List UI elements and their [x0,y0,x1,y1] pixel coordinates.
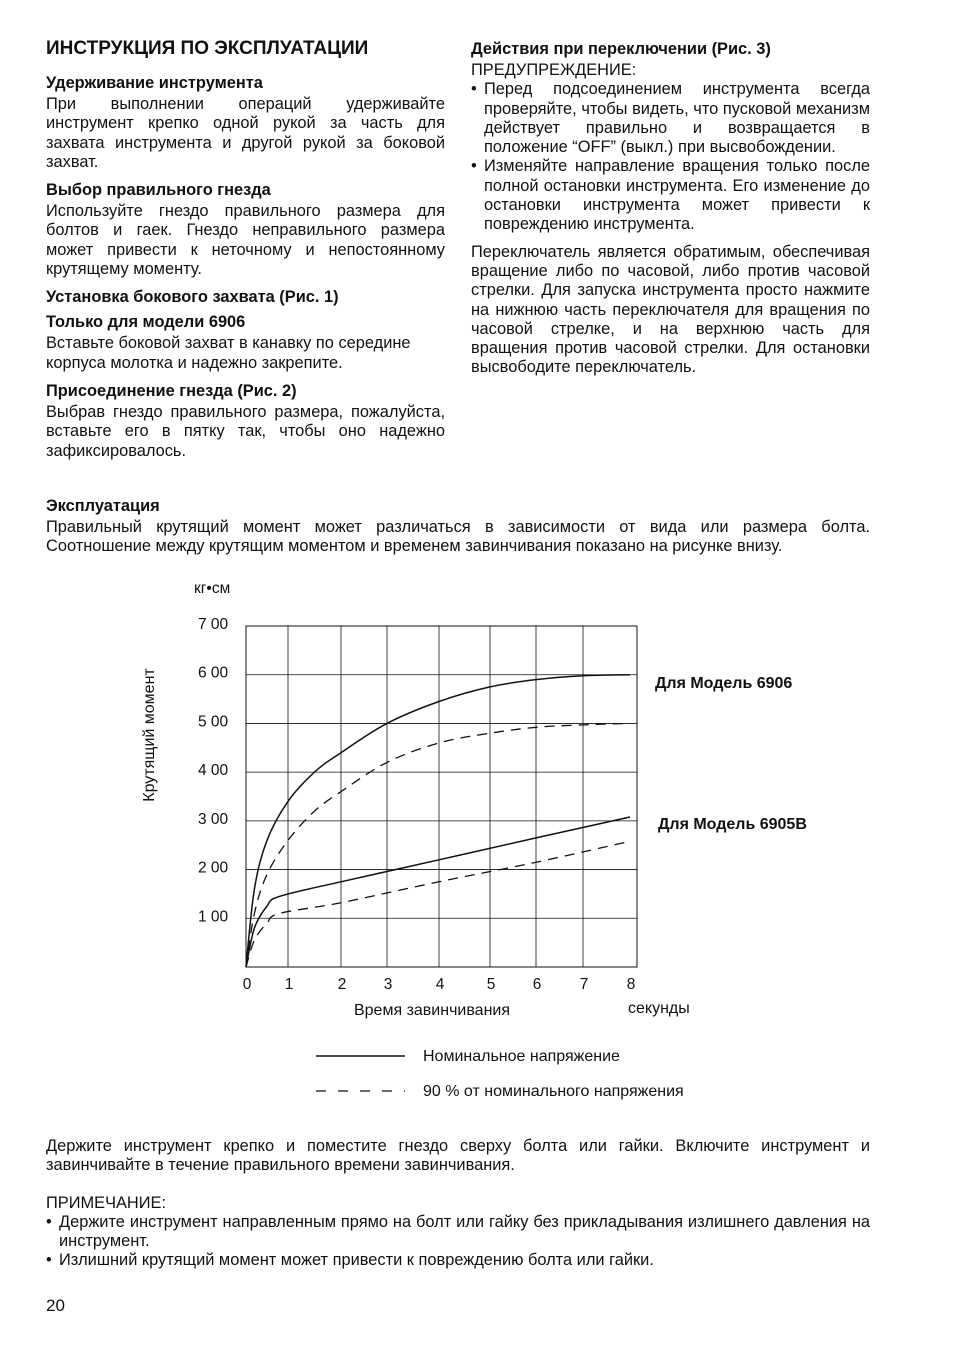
list-item: • Держите инструмент направленным прямо на болт или гайку без прикладывания излишнего давления на инструмент. [46,1213,870,1252]
series-line-1 [246,723,630,967]
section-subheading-side-grip: Только для модели 6906 [46,313,246,332]
chart-labels [141,580,807,1019]
x-tick-label: 5 [486,976,496,993]
series-line-2 [246,817,630,967]
section-heading-socket-select: Выбор правильного гнезда [46,181,271,200]
x-tick-label: 8 [626,976,636,993]
y-tick-label: 4 00 [198,762,229,780]
operation-text: Правильный крутящий момент может различаться в зависимости от вида или размера болта. Соотношение между крутящим моментом и временем завинчивания показано на рисунке внизу. [46,518,870,556]
note-label: ПРИМЕЧАНИЕ: [46,1193,167,1212]
x-tick-label: 6 [532,976,542,993]
section-text-socket-select: Используйте гнездо правильного размера для болтов и гаек. Гнездо неправильного размера может привести к неточному и непостоянному крутящему моменту. [46,202,445,279]
y-axis-title: Крутящий момент [141,668,158,802]
plot-frame [246,626,637,967]
operation-section [46,497,870,566]
chart-series [246,675,630,967]
x-axis-title: Время завинчивания [353,1002,511,1019]
left-column [46,38,445,470]
y-tick-label: 1 00 [198,908,229,926]
instruction-text: Держите инструмент крепко и поместите гнездо сверху болта или гайки. Включите инструмент и завинчивайте в течение правильного времени завинчивания. [46,1137,870,1175]
warning-list [471,80,870,234]
list-item: • Перед подсоединением инструмента всегда проверяйте, чтобы видеть, что пусковой механизм действует правильно и возвращается в положение “OFF” (выкл.) при высвобождении. [471,80,870,157]
y-tick-label: 6 00 [198,664,229,682]
list-item: • Изменяйте направление вращения только после полной остановки инструмента. Его изменение до остановки инструмента может привести к повреждению инструмента. [471,157,870,234]
x-tick-label: 7 [579,976,589,993]
y-tick-label: 5 00 [198,713,229,731]
legend-label-nominal: Номинальное напряжение [423,1048,620,1065]
page-title: ИНСТРУКЦИЯ ПО ЭКСПЛУАТАЦИИ [46,38,369,59]
list-item: • Излишний крутящий момент может привести к повреждению болта или гайки. [46,1251,870,1270]
instruction-section [46,1137,870,1279]
note-list [46,1213,870,1271]
x-tick-label: 1 [284,976,294,993]
section-text-holding: При выполнении операций удерживайте инструмент крепко одной рукой за часть для захвата инструмента и другой рукой за боковой захват. [46,95,445,171]
annotation-model-6905b: Для Модель 6905B [658,816,807,833]
section-text-socket-attach: Выбрав гнездо правильного размера, пожалуйста, вставьте его в пятку так, чтобы оно надежно зафиксировалось. [46,402,445,460]
y-unit-label: кг•см [194,580,231,597]
x-unit-label: секунды [628,1000,690,1017]
x-tick-label: 4 [435,976,445,993]
section-heading-side-grip: Установка бокового захвата (Рис. 1) [46,288,339,307]
series-line-3 [246,841,630,967]
y-tick-label: 3 00 [198,810,229,828]
right-column [471,40,870,387]
section-text-side-grip: Вставьте боковой захват в канавку по середине корпуса молотка и надежно закрепите. [46,334,411,372]
section-heading-holding: Удерживание инструмента [46,74,263,92]
warning-label: ПРЕДУПРЕЖДЕНИЕ: [471,61,637,79]
section-heading-socket-attach: Присоединение гнезда (Рис. 2) [46,381,297,400]
operation-heading: Эксплуатация [46,497,160,515]
x-tick-label: 3 [383,976,393,993]
switch-heading: Действия при переключении (Рис. 3) [471,40,771,58]
chart-legend [316,1048,684,1100]
chart-grid [246,626,637,967]
series-line-0 [246,675,630,967]
x-tick-label: 0 [242,976,252,993]
y-tick-label: 7 00 [198,616,229,633]
legend-label-90: 90 % от номинального напряжения [423,1083,684,1100]
y-tick-label: 2 00 [198,859,229,877]
x-tick-label: 2 [337,976,347,993]
page-number: 20 [46,1296,65,1315]
annotation-model-6906: Для Модель 6906 [655,675,793,692]
switch-text: Переключатель является обратимым, обеспечивая вращение либо по часовой, либо против часовой стрелки. Для запуска инструмента просто нажмите на нижнюю часть переключателя для вращения по часовой стрелке, и на верхнюю часть для вращения против часовой стрелки. Для остановки высвободите переключатель. [471,242,870,377]
